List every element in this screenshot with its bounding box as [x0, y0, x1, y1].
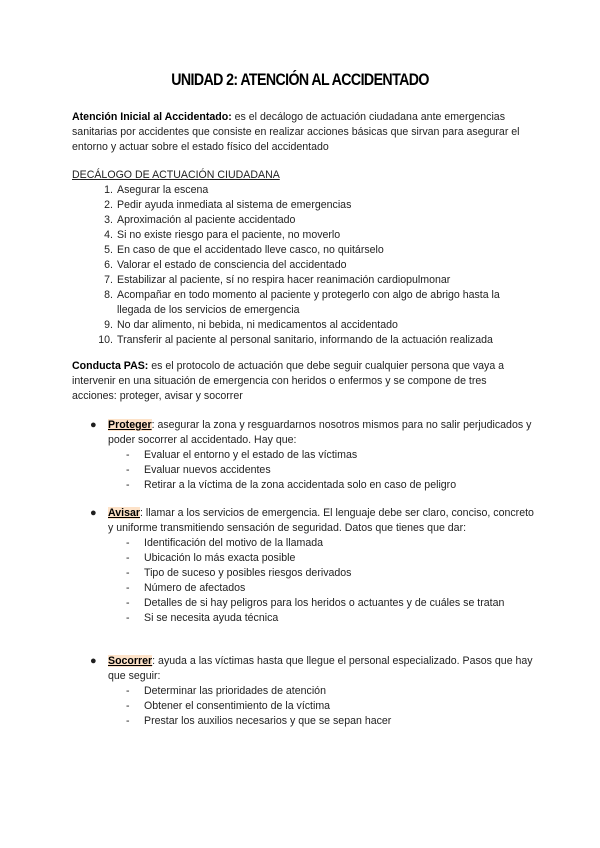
- list-item: [72, 228, 534, 243]
- sub-list-item: [72, 714, 534, 729]
- item-text: Acompañar en todo momento al paciente y protegerlo con algo de abrigo hasta la llegada de los servicios de emergencia: [117, 289, 500, 316]
- avisar-section: [72, 506, 534, 626]
- dash-marker: -: [126, 449, 130, 461]
- list-item: [72, 243, 534, 258]
- item-text: Estabilizar al paciente, sí no respira hacer reanimación cardiopulmonar: [117, 274, 451, 286]
- sub-list-item: [72, 478, 534, 493]
- conducta-text: es el protocolo de actuación que debe seguir cualquier persona que vaya a intervenir en una situación de emergencia con heridos o enfermos y se compone de tres acciones: proteger, avisar y socorrer: [72, 360, 505, 402]
- sub-item-text: Prestar los auxilios necesarios y que se sepan hacer: [144, 715, 392, 727]
- item-number: 10.: [98, 334, 113, 346]
- item-text: Aproximación al paciente accidentado: [117, 214, 296, 226]
- dash-marker: -: [126, 715, 130, 727]
- item-number: 9.: [104, 319, 113, 331]
- intro-paragraph: [72, 110, 534, 155]
- sub-item-text: Número de afectados: [144, 582, 246, 594]
- list-item: [72, 258, 534, 273]
- sub-item-text: Identificación del motivo de la llamada: [144, 537, 324, 549]
- decalogo-list: [72, 183, 534, 348]
- sub-item-text: Tipo de suceso y posibles riesgos derivados: [144, 567, 352, 579]
- bullet-item: [72, 654, 534, 684]
- conducta-paragraph: [72, 359, 534, 404]
- page-title: UNIDAD 2: ATENCIÓN AL ACCIDENTADO: [171, 71, 429, 89]
- dash-marker: -: [126, 552, 130, 564]
- sub-list-item: [72, 463, 534, 478]
- bullet-item: [72, 418, 534, 448]
- sub-list-item: [72, 581, 534, 596]
- item-text: Si no existe riesgo para el paciente, no moverlo: [117, 229, 341, 241]
- sub-item-text: Si se necesita ayuda técnica: [144, 612, 279, 624]
- decalogo-heading: DECÁLOGO DE ACTUACIÓN CIUDADANA: [72, 169, 280, 181]
- sub-list-item: [72, 551, 534, 566]
- sub-item-text: Ubicación lo más exacta posible: [144, 552, 296, 564]
- sub-list-item: [72, 611, 534, 626]
- sub-list-item: [72, 448, 534, 463]
- bullet-dot-icon: ●: [90, 507, 97, 519]
- sub-item-text: Determinar las prioridades de atención: [144, 685, 326, 697]
- sub-list-item: [72, 596, 534, 611]
- bullet-dot-icon: ●: [90, 655, 97, 667]
- item-text: Asegurar la escena: [117, 184, 209, 196]
- avisar-label: Avisar: [108, 507, 140, 519]
- item-text: En caso de que el accidentado lleve casco, no quitárselo: [117, 244, 384, 256]
- list-item: [72, 333, 534, 348]
- proteger-label: Proteger: [108, 419, 152, 431]
- dash-marker: -: [126, 685, 130, 697]
- list-item: [72, 288, 534, 318]
- dash-marker: -: [126, 582, 130, 594]
- intro-label: Atención Inicial al Accidentado:: [72, 111, 232, 123]
- item-number: 1.: [104, 184, 113, 196]
- item-text: Pedir ayuda inmediata al sistema de emergencias: [117, 199, 352, 211]
- dash-marker: -: [126, 464, 130, 476]
- conducta-label: Conducta PAS:: [72, 360, 149, 372]
- avisar-text: : llamar a los servicios de emergencia. El lenguaje debe ser claro, conciso, concreto y uniforme transmitiendo sensación de seguridad. Datos que tienes que dar:: [108, 507, 534, 534]
- item-number: 3.: [104, 214, 113, 226]
- dash-marker: -: [126, 567, 130, 579]
- sub-item-text: Evaluar el entorno y el estado de las víctimas: [144, 449, 358, 461]
- sub-item-text: Retirar a la víctima de la zona accidentada solo en caso de peligro: [144, 479, 457, 491]
- sub-list-item: [72, 536, 534, 551]
- item-text: Transferir al paciente al personal sanitario, informando de la actuación realizada: [117, 334, 493, 346]
- item-number: 4.: [104, 229, 113, 241]
- sub-list-item: [72, 566, 534, 581]
- list-item: [72, 273, 534, 288]
- item-number: 7.: [104, 274, 113, 286]
- item-text: Valorar el estado de consciencia del accidentado: [117, 259, 347, 271]
- sub-list-item: [72, 684, 534, 699]
- socorrer-label: Socorrer: [108, 655, 153, 667]
- sub-item-text: Evaluar nuevos accidentes: [144, 464, 271, 476]
- socorrer-section: [72, 654, 534, 729]
- proteger-text: : asegurar la zona y resguardarnos nosotros mismos para no salir perjudicados y poder socorrer al accidentado. Hay que:: [108, 419, 532, 446]
- item-number: 8.: [104, 289, 113, 301]
- proteger-section: [72, 418, 534, 493]
- dash-marker: -: [126, 537, 130, 549]
- intro-text: es el decálogo de actuación ciudadana ante emergencias sanitarias por accidentes que consiste en realizar acciones básicas que sirvan para asegurar el entorno y actuar sobre el estado físico del accidentado: [72, 111, 520, 153]
- list-item: [72, 318, 534, 333]
- bullet-item: [72, 506, 534, 536]
- list-item: [72, 198, 534, 213]
- item-number: 5.: [104, 244, 113, 256]
- item-text: No dar alimento, ni bebida, ni medicamentos al accidentado: [117, 319, 398, 331]
- socorrer-text: : ayuda a las víctimas hasta que llegue el personal especializado. Pasos que hay que seguir:: [108, 655, 533, 682]
- item-number: 6.: [104, 259, 113, 271]
- list-item: [72, 213, 534, 228]
- sub-item-text: Obtener el consentimiento de la víctima: [144, 700, 331, 712]
- dash-marker: -: [126, 479, 130, 491]
- sub-item-text: Detalles de si hay peligros para los heridos o actuantes y de cuáles se tratan: [144, 597, 505, 609]
- item-number: 2.: [104, 199, 113, 211]
- dash-marker: -: [126, 612, 130, 624]
- bullet-dot-icon: ●: [90, 419, 97, 431]
- sub-list-item: [72, 699, 534, 714]
- list-item: [72, 183, 534, 198]
- dash-marker: -: [126, 597, 130, 609]
- dash-marker: -: [126, 700, 130, 712]
